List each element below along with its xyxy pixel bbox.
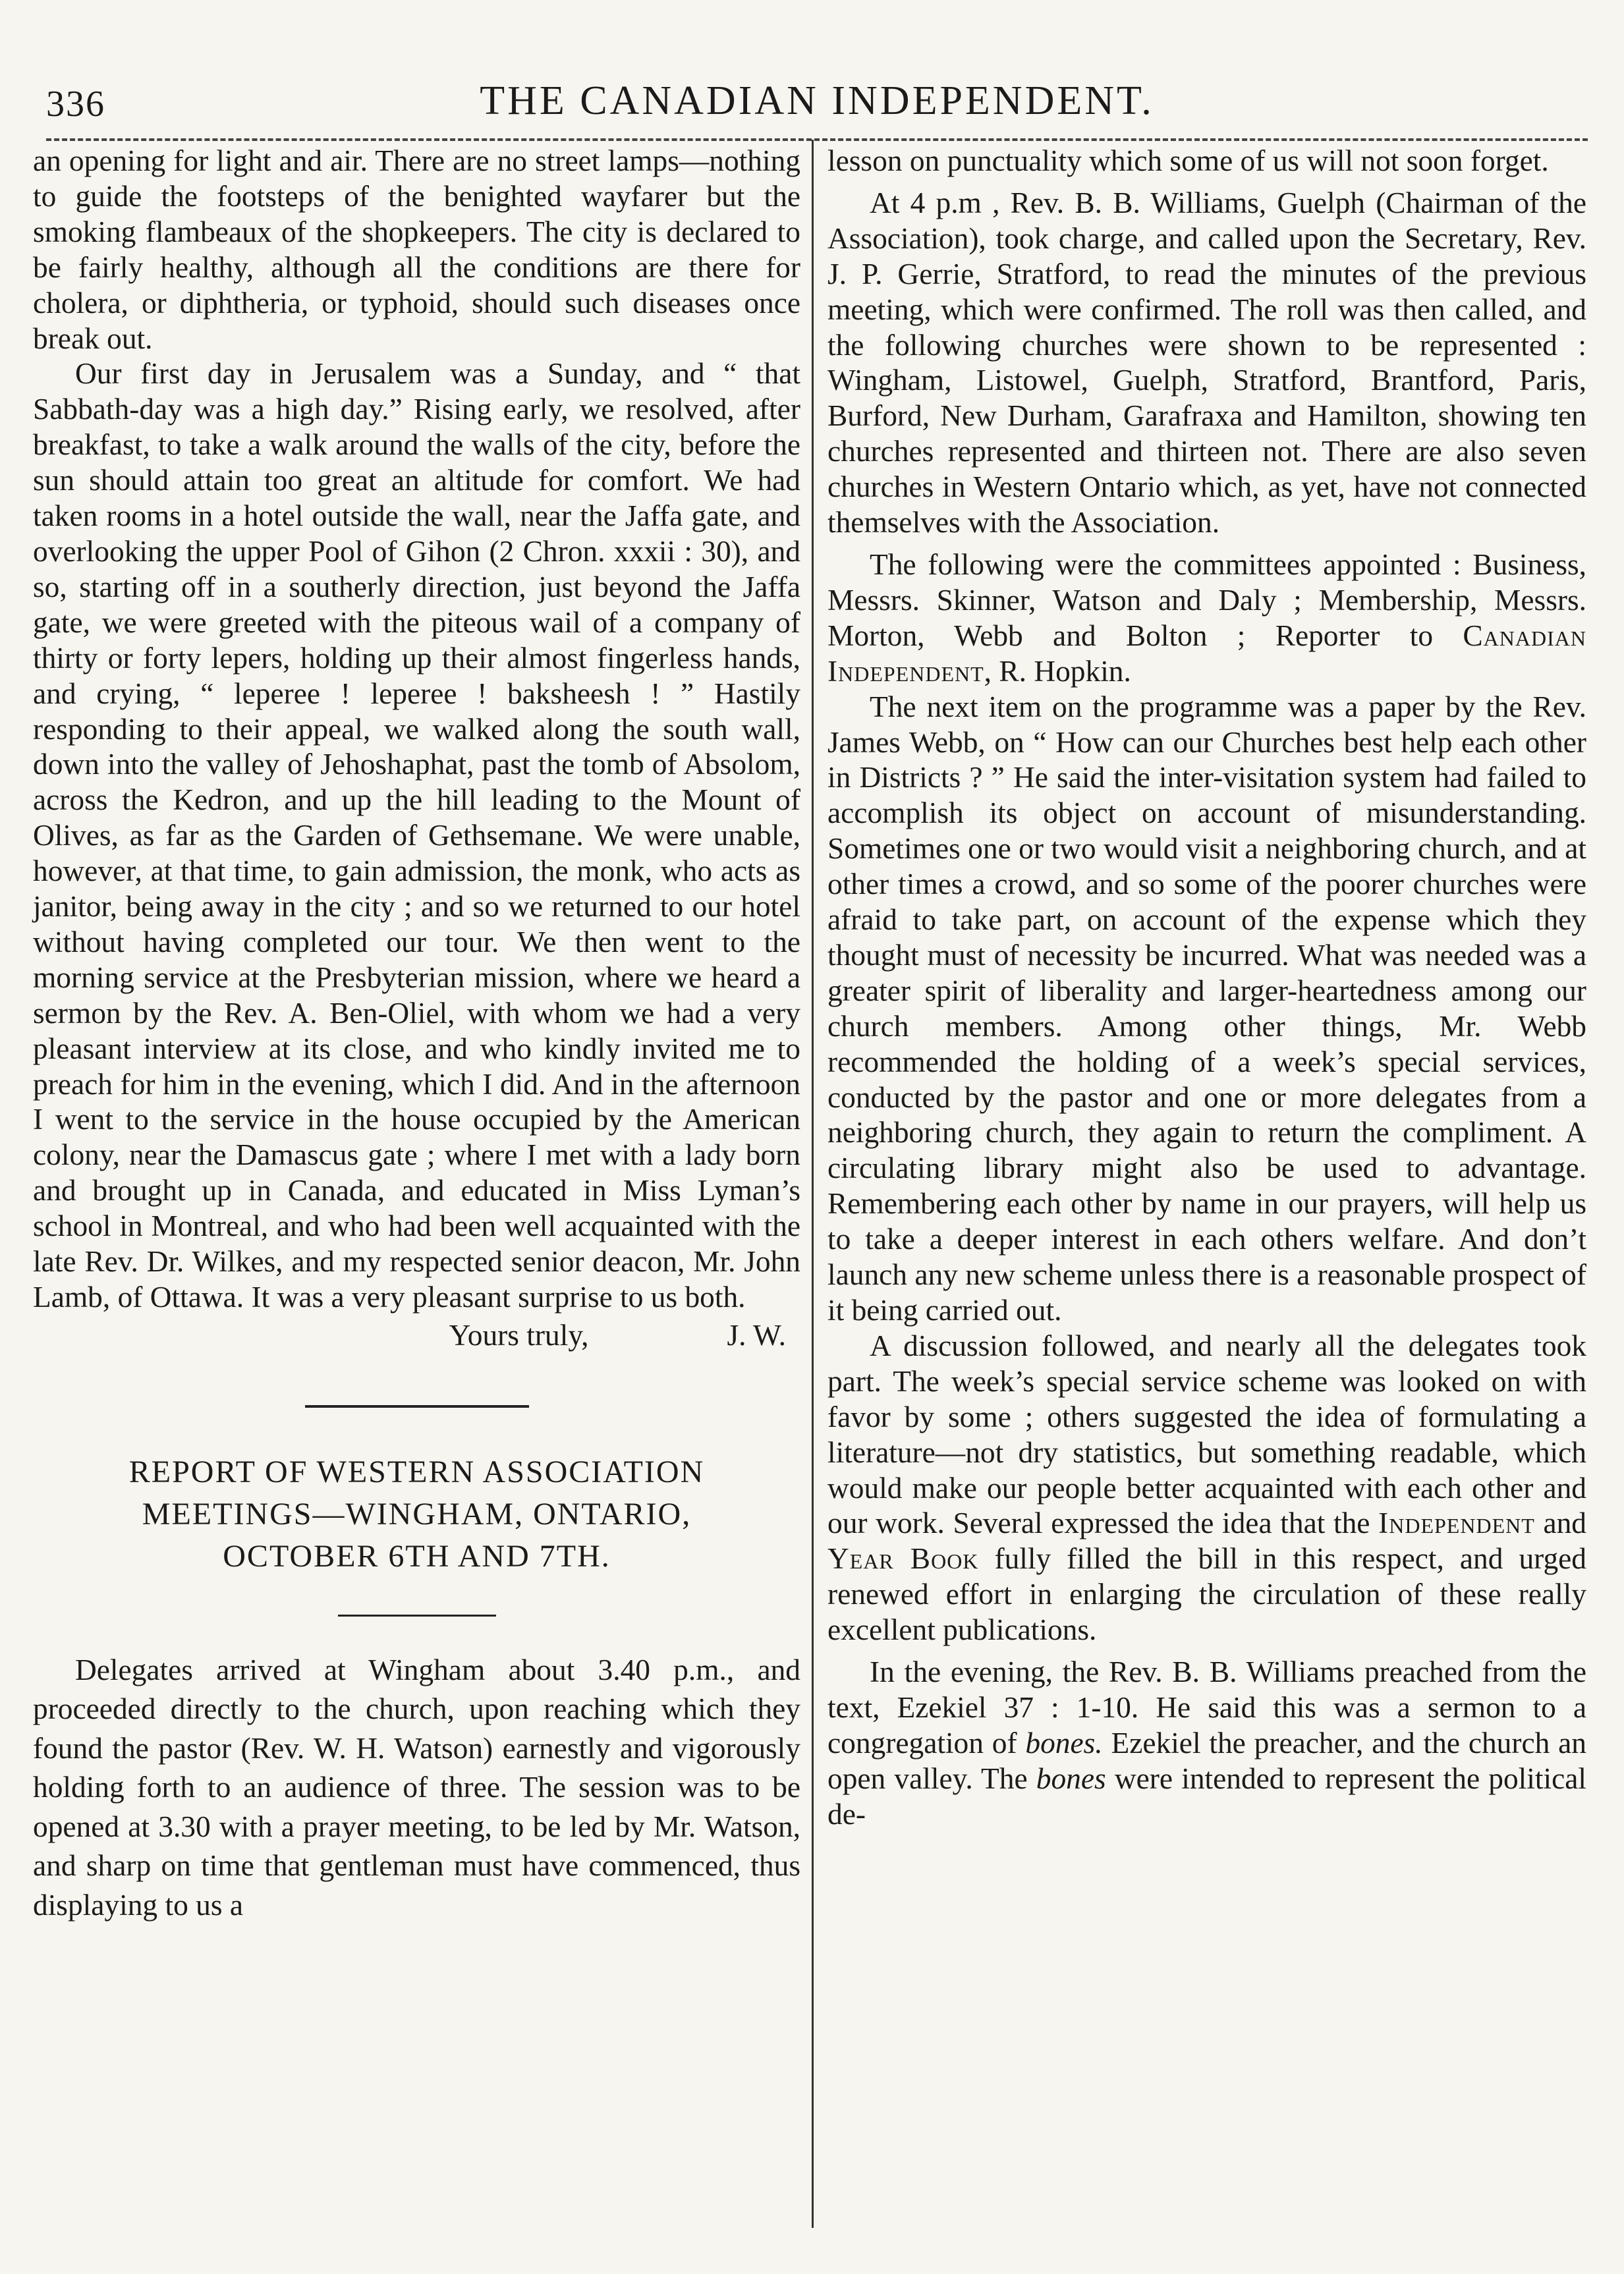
column-divider: [812, 140, 814, 2228]
report-heading: [33, 1451, 800, 1578]
section-divider: [305, 1405, 529, 1408]
header-rule: [46, 138, 1588, 141]
publication-name: Year Book: [827, 1542, 979, 1576]
text-run: , R. Hopkin.: [984, 654, 1131, 688]
text-run: were intended to represent the political de-: [827, 1761, 1586, 1831]
text-run: Ezekiel the preacher, and the church an open valley. The: [827, 1726, 1586, 1795]
text-run: The following were the committees appointed : Business, Messrs. Skinner, Watson and Daly ; Membership, Messrs. Morton, Webb and Bolton ; Reporter to: [827, 547, 1586, 652]
text-run: A discussion followed, and nearly all the delegates took part. The week’s special service scheme was looked on with favor by some ; others suggested the idea of formulating a literature—not dry statistics, but something readable, which would make our people better acquainted with each other and our work. Several expressed the idea that the: [827, 1329, 1586, 1540]
letter-signoff: [33, 1318, 800, 1354]
publication-name: Independent: [1378, 1507, 1535, 1540]
text-run: fully filled the bill in this respect, and urged renewed effort in enlarging the circulation of these really excellent publications.: [827, 1542, 1586, 1647]
paragraph: [827, 1329, 1586, 1648]
paragraph: The next item on the programme was a paper by the Rev. James Webb, on “ How can our Churches best help each other in Districts ? ” He said the inter-visitation system had failed to accomplish its object on account of misunderstanding. Sometimes one or two would visit a neighboring church, and at other times a crowd, and so some of the poorer churches were afraid to take part, on account of the expense which they thought must of necessity be incurred. What was needed was a greater spirit of liberality and larger-heartedness among our church members. Among other things, Mr. Webb recommended the holding of a week’s special services, conducted by the pastor and one or more delegates from a neighboring church, they again to return the compliment. A circulating library might also be used to advantage. Remembering each other by name in our prayers, will help us to take a deeper interest in each others welfare. And don’t launch any new scheme unless there is a reasonable prospect of it being carried out.: [827, 690, 1586, 1327]
paragraph: Our first day in Jerusalem was a Sunday, and “ that Sabbath-day was a high day.” Rising early, we resolved, after breakfast, to take a walk around the walls of the city, before the sun should attain too great an altitude for comfort. We had taken rooms in a hotel outside the wall, near the Jaffa gate, and overlooking the upper Pool of Gihon (2 Chron. xxxii : 30), and so, starting off in a southerly direction, just beyond the Jaffa gate, we were greeted with the piteous wail of a company of thirty or forty lepers, holding up their almost fingerless hands, and crying, “ leperee ! leperee ! baksheesh ! ” Hastily responding to their appeal, we walked along the south wall, down into the valley of Jehoshaphat, past the tomb of Absolom, across the Kedron, and up the hill leading to the Mount of Olives, as far as the Garden of Gethsemane. We were unable, however, at that time, to gain admission, the monk, who acts as janitor, being away in the city ; and so we returned to our hotel without having completed our tour. We then went to the morning service at the Presbyterian mission, where we heard a sermon by the Rev. A. Ben-Oliel, with whom we had a very pleasant interview at its close, and who kindly invited me to preach for him in the evening, which I did. And in the afternoon I went to the service in the house occupied by the American colony, near the Damascus gate ; where I met with a lady born and brought up in Canada, and educated in Miss Lyman’s school in Montreal, and who had been well acquainted with the late Rev. Dr. Wilkes, and my respected senior deacon, Mr. John Lamb, of Ottawa. It was a very pleasant surprise to us both.: [33, 357, 800, 1314]
page-header: [46, 78, 1588, 130]
text-run: and: [1534, 1507, 1586, 1540]
report-heading-line: OCTOBER 6TH AND 7TH.: [223, 1538, 611, 1574]
paragraph: At 4 p.m , Rev. B. B. Williams, Guelph (Chairman of the Association), took charge, and called upon the Secretary, Rev. J. P. Gerrie, Stratford, to read the minutes of the previous meeting, which were confirmed. The roll was then called, and the following churches were shown to be represented : Wingham, Listowel, Guelph, Stratford, Brantford, Paris, Burford, New Durham, Garafraxa and Hamilton, showing ten churches represented and thirteen not. There are also seven churches in Western Ontario which, as yet, have not connected themselves with the Association.: [827, 186, 1586, 540]
running-title: THE CANADIAN INDEPENDENT.: [480, 78, 1154, 123]
paragraph: lesson on punctuality which some of us will not soon forget.: [827, 144, 1549, 177]
report-heading-line: MEETINGS—WINGHAM, ONTARIO,: [142, 1496, 692, 1532]
italic-word: bones.: [1025, 1726, 1103, 1760]
publication-name: Canadian Independent: [827, 619, 1586, 688]
heading-rule: [338, 1615, 496, 1617]
signoff-initials: J. W.: [727, 1318, 786, 1352]
right-column: [827, 144, 1586, 1833]
paragraph: Delegates arrived at Wingham about 3.40 p.m., and proceeded directly to the church, upon reaching which they found the pastor (Rev. W. H. Watson) earnestly and vigorously holding forth to an audience of three. The session was to be opened at 3.30 with a prayer meeting, to be led by Mr. Watson, and sharp on time that gentleman must have commenced, thus displaying to us a: [33, 1653, 800, 1922]
page-number: 336: [46, 84, 105, 125]
paragraph: [827, 1655, 1586, 1833]
paragraph: [827, 547, 1586, 690]
left-column: [33, 144, 800, 1925]
paragraph: an opening for light and air. There are no street lamps—nothing to guide the footsteps of the benighted wayfarer but the smoking flambeaux of the shopkeepers. The city is declared to be fairly healthy, although all the conditions are there for cholera, or diphtheria, or typhoid, should such diseases once break out.: [33, 144, 800, 355]
report-heading-line: REPORT OF WESTERN ASSOCIATION: [128, 1454, 705, 1489]
italic-word: bones: [1036, 1761, 1106, 1795]
text-run: In the evening, the Rev. B. B. Williams preached from the text, Ezekiel 37 : 1-10. He said this was a sermon to a congregation of: [827, 1655, 1586, 1760]
signoff-salutation: Yours truly,: [449, 1318, 589, 1352]
